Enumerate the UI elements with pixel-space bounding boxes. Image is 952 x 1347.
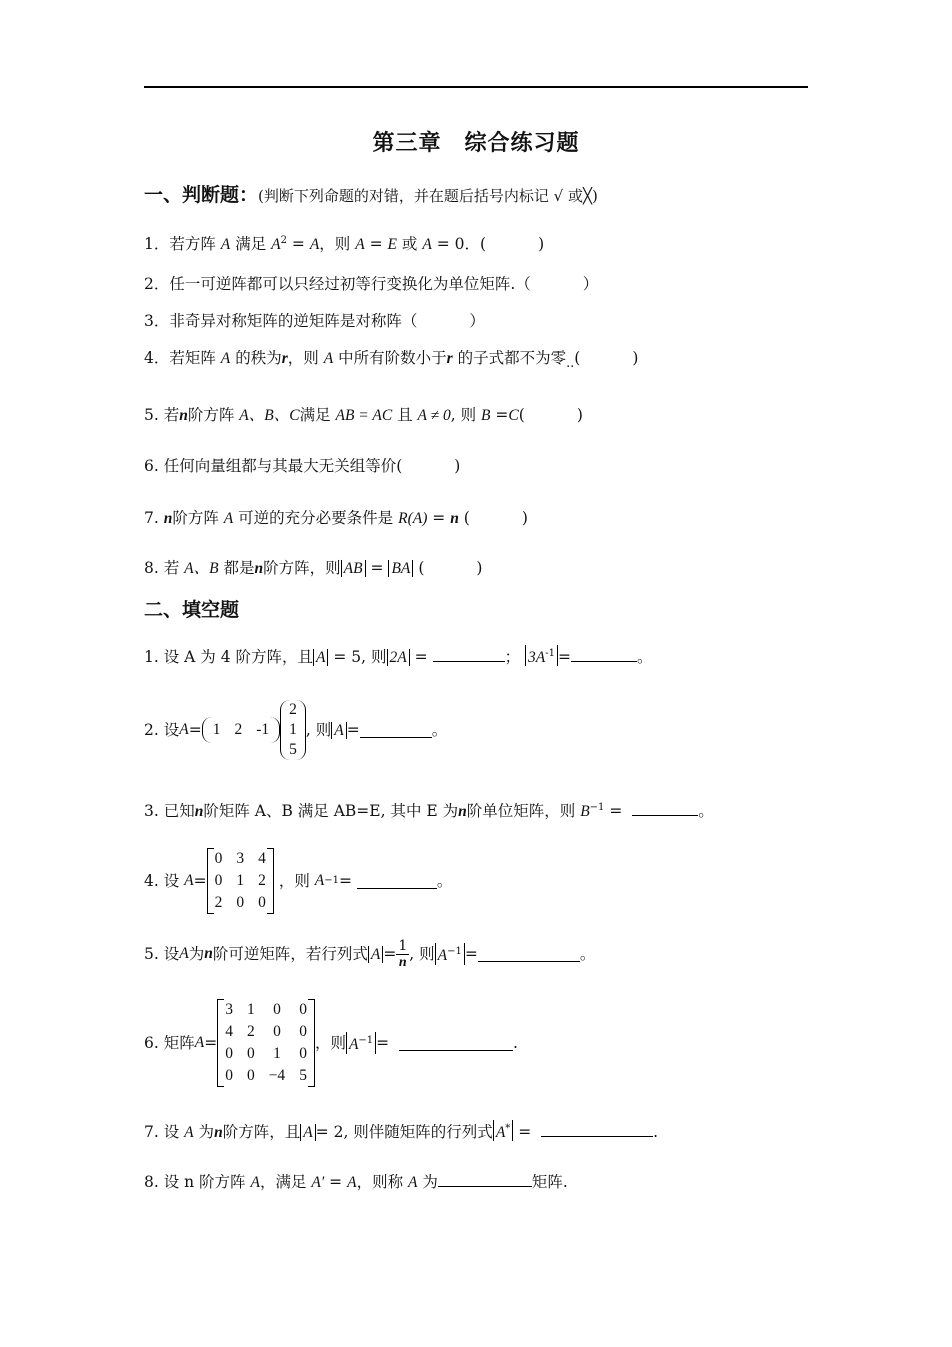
judge-item-3: 3．非奇异对称矩阵的逆矩阵是对称阵（ ） — [144, 312, 485, 330]
answer-blank[interactable] — [399, 1036, 513, 1051]
judge-item-7: 7. n阶方阵 A 可逆的充分必要条件是 R(A) = n ( ) — [144, 509, 528, 527]
page-title: 第三章 综合练习题 — [372, 131, 580, 156]
answer-blank[interactable] — [478, 947, 580, 962]
judge-item-4: 4．若矩阵 A 的秩为r，则 A 中所有阶数小于r 的子式都不为零$_{..}$( ) — [144, 349, 639, 372]
column-vector: 2 1 5 — [280, 700, 306, 760]
judge-item-5: 5. 若n阶方阵 A、B、C满足 AB = AC 且 A ≠ 0, 则 B =C( ) — [144, 406, 583, 424]
section-fill-heading: 二、填空题 — [144, 599, 240, 621]
judge-item-2: 2．任一可逆阵都可以只经过初等行变换化为单位矩阵.（ ） — [144, 275, 599, 293]
fill-item-3: 3. 已知n阶矩阵 A、B 满足 AB=E, 其中 E 为n阶单位矩阵，则 $B^{-1}$ = 。 — [144, 802, 714, 821]
answer-blank[interactable] — [541, 1122, 653, 1137]
fill-item-2: 2. 设 A = 1 2 -1 2 1 5 , 则 A = 。 — [144, 701, 448, 758]
answer-blank[interactable] — [571, 647, 637, 662]
fill-item-7: 7. 设 A 为n阶方阵，且 A = 2, 则伴随矩阵的行列式 A* = . — [144, 1120, 658, 1143]
judge-item-8: 8. 若 A、B 都是n阶方阵，则 AB = BA ( ) — [144, 559, 483, 577]
section-judgement-heading: 一、判断题：(判断下列命题的对错，并在题后括号内标记 √ 或╳) — [144, 184, 598, 206]
fraction: $\frac{1}{n}$ — [398, 937, 408, 970]
row-vector: 1 2 -1 — [202, 717, 280, 743]
fill-item-6: 6. 矩阵 A = 3 1 0 0 4 2 0 0 0 0 1 0 0 0 −4 5 ，则 $A^{-1}$ = . — [144, 985, 518, 1101]
answer-blank[interactable] — [360, 723, 432, 738]
answer-blank[interactable] — [357, 874, 437, 889]
fill-item-5: 5. 设 A 为 n 阶可逆矩阵，若行列式 A = $\frac{1}{n}$ , 则 $A^{-1}$ = 。 — [144, 937, 596, 970]
judge-item-1: 1．若方阵 A 满足 $A^2 = A$，则 A = E 或 A = 0．( ) — [144, 235, 545, 254]
fill-item-1: 1. 设 A 为 4 阶方阵，且 A = 5, 则 2A = ； $3A^{-1}$ = 。 — [144, 645, 653, 667]
answer-blank[interactable] — [438, 1172, 532, 1187]
section-note: (判断下列命题的对错，并在题后括号内标记 √ 或╳) — [258, 187, 598, 205]
matrix-3x3: 0 3 4 0 1 2 2 0 0 — [207, 848, 274, 914]
top-rule — [144, 86, 808, 88]
judge-item-6: 6. 任何向量组都与其最大无关组等价( ) — [144, 457, 461, 475]
matrix-4x4: 3 1 0 0 4 2 0 0 0 0 1 0 0 0 −4 5 — [217, 999, 315, 1087]
fill-item-8: 8. 设 n 阶方阵 A，满足 A′ = A，则称 A 为 矩阵. — [144, 1173, 568, 1191]
answer-blank[interactable] — [433, 647, 505, 662]
answer-blank[interactable] — [632, 801, 698, 816]
fill-item-4: 4. 设 A = 0 3 4 0 1 2 2 0 0 ，则 A −1 = 。 — [144, 838, 452, 924]
